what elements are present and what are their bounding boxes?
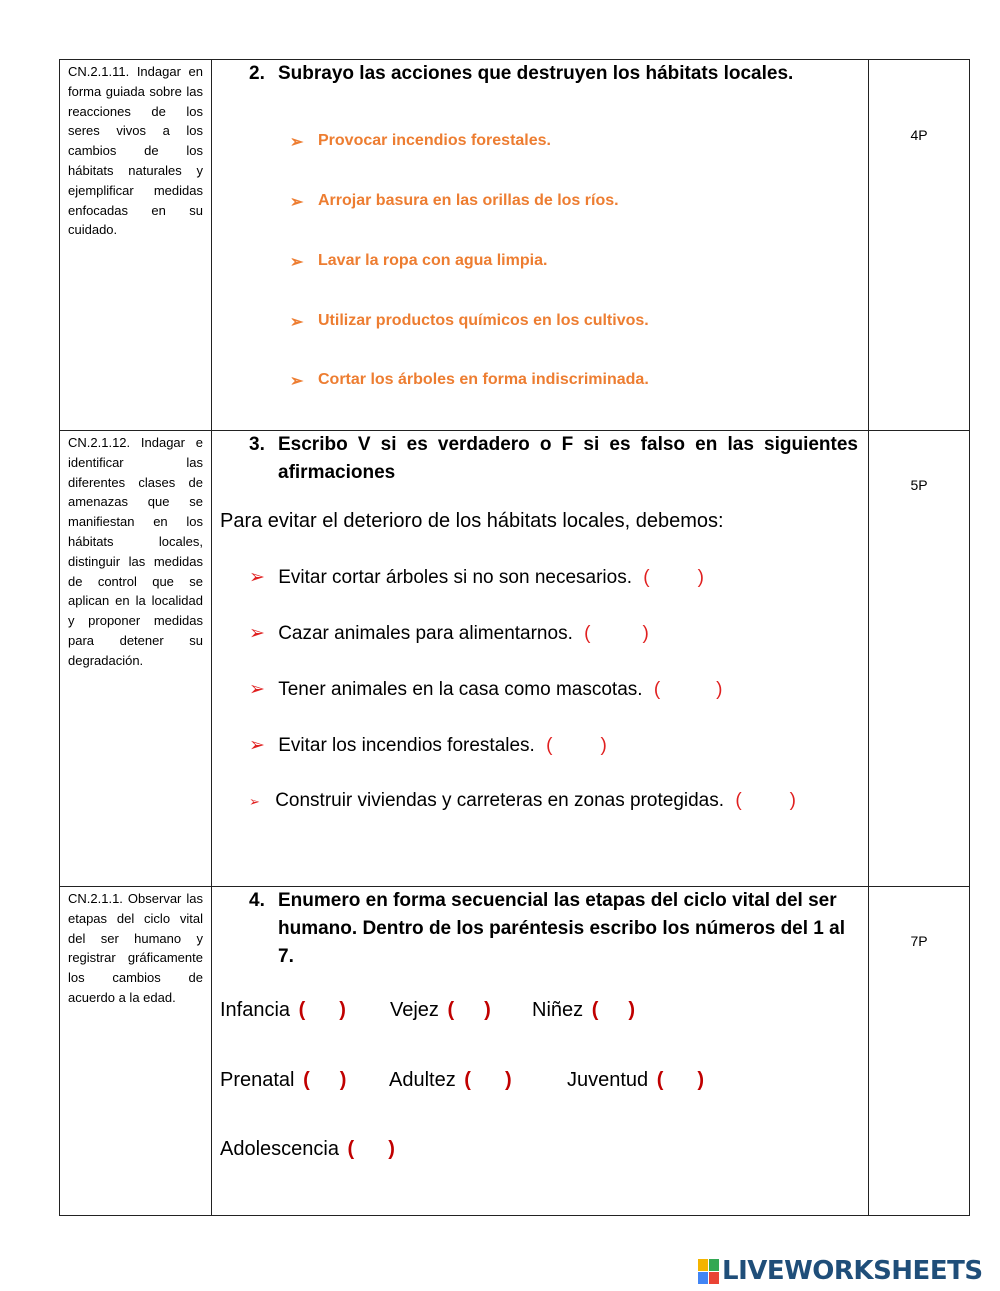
- list-item-text: Utilizar productos químicos en los cultivos.: [318, 312, 649, 329]
- stage-item[interactable]: [390, 999, 491, 1022]
- answer-paren-open: (: [653, 679, 661, 700]
- question-number: 4.: [249, 890, 265, 911]
- arrow-bullet-icon: ➢: [290, 314, 304, 331]
- liveworksheets-logo: [698, 1258, 983, 1284]
- true-false-item[interactable]: [249, 566, 704, 589]
- arrow-bullet-icon: ➢: [290, 254, 304, 271]
- true-false-item-text: Tener animales en la casa como mascotas.: [278, 679, 643, 700]
- stage-label: Vejez: [390, 999, 439, 1021]
- answer-paren-open: (: [735, 790, 742, 811]
- answer-paren-close: ): [339, 999, 346, 1021]
- true-false-item[interactable]: [249, 622, 649, 645]
- question-text: Subrayo las acciones que destruyen los hábitats locales.: [278, 63, 794, 84]
- question-number: 3.: [249, 434, 265, 455]
- points-label: 7P: [910, 933, 928, 949]
- points-label: 5P: [910, 477, 928, 493]
- stage-label: Prenatal: [220, 1069, 295, 1091]
- arrow-bullet-icon: ➢: [290, 134, 304, 151]
- answer-paren-close: ): [642, 623, 649, 644]
- stage-item[interactable]: [220, 1069, 346, 1092]
- answer-paren-close: ): [339, 1069, 347, 1091]
- question-heading: [249, 887, 859, 975]
- arrow-bullet-icon: ➢: [249, 735, 265, 756]
- answer-paren-close: ): [697, 567, 704, 588]
- answer-paren-open: (: [464, 1069, 471, 1091]
- answer-paren-close: ): [697, 1069, 705, 1091]
- list-item-text: Provocar incendios forestales.: [318, 132, 551, 149]
- answer-paren-open: (: [546, 735, 553, 756]
- answer-paren-close: ): [484, 999, 491, 1021]
- arrow-bullet-icon: ➢: [290, 194, 304, 211]
- points-label: 4P: [910, 127, 928, 143]
- arrow-bullet-icon: ➢: [249, 623, 265, 644]
- criterion-code-text: CN.2.1.12. Indagar e identificar las diferentes clases de amenazas que se manifiestan en los hábitats locales, distinguir las medidas de control que se aplican en la localidad y proponer medidas para detener su degradación.: [68, 435, 203, 668]
- stage-label: Juventud: [567, 1069, 649, 1091]
- stage-item[interactable]: [389, 1069, 512, 1092]
- answer-paren-open: (: [447, 999, 455, 1021]
- true-false-item[interactable]: [249, 734, 607, 757]
- list-item-text: Lavar la ropa con agua limpia.: [318, 252, 548, 269]
- stage-item[interactable]: [532, 999, 635, 1022]
- stage-label: Adultez: [389, 1069, 456, 1091]
- arrow-bullet-icon: ➢: [249, 567, 265, 588]
- answer-paren-open: (: [656, 1069, 664, 1091]
- answer-paren-open: (: [303, 1069, 310, 1091]
- worksheet-table: [59, 59, 970, 1216]
- stage-label: Niñez: [532, 999, 584, 1021]
- answer-paren-open: (: [347, 1138, 355, 1160]
- arrow-bullet-icon: ➢: [249, 679, 265, 700]
- list-item-text: Cortar los árboles en forma indiscriminada.: [318, 371, 649, 388]
- stage-item[interactable]: [220, 999, 346, 1022]
- arrow-bullet-icon: ➢: [249, 794, 260, 809]
- criterion-code-cell: [59, 430, 212, 887]
- true-false-item-text: Evitar cortar árboles si no son necesarios.: [278, 567, 632, 588]
- answer-paren-close: ): [789, 790, 796, 811]
- answer-paren-close: ): [716, 679, 723, 700]
- criterion-code-cell: [59, 886, 212, 1216]
- stage-label: Adolescencia: [220, 1138, 339, 1160]
- arrow-bullet-icon: ➢: [290, 373, 304, 390]
- stage-item[interactable]: [567, 1069, 704, 1092]
- answer-paren-close: ): [600, 735, 607, 756]
- question-cell: [211, 430, 869, 887]
- logo-mark-icon: [698, 1259, 719, 1284]
- true-false-item-text: Construir viviendas y carreteras en zonas protegidas.: [275, 790, 725, 811]
- points-cell: [868, 886, 970, 1216]
- true-false-item[interactable]: [249, 790, 796, 812]
- criterion-code-text: CN.2.1.11. Indagar en forma guiada sobre las reacciones de los seres vivos a los cambios de los hábitats naturales y ejemplificar medidas enfocadas en su cuidado.: [68, 64, 203, 238]
- list-item-text: Arrojar basura en las orillas de los ríos.: [318, 192, 619, 209]
- answer-paren-open: (: [584, 623, 591, 644]
- question-cell: [211, 886, 869, 1216]
- true-false-item[interactable]: [249, 678, 722, 701]
- stage-item[interactable]: [220, 1138, 395, 1161]
- stage-label: Infancia: [220, 999, 291, 1021]
- criterion-code-text: CN.2.1.1. Observar las etapas del ciclo vital del ser humano y registrar gráficamente los cambios de acuerdo a la edad.: [68, 891, 203, 1005]
- points-cell: [868, 59, 970, 431]
- criterion-code-cell: [59, 59, 212, 431]
- answer-paren-open: (: [298, 999, 306, 1021]
- question-heading: [249, 431, 859, 491]
- answer-paren-close: ): [504, 1069, 512, 1091]
- answer-paren-open: (: [643, 567, 650, 588]
- true-false-item-text: Evitar los incendios forestales.: [278, 735, 535, 756]
- question-text: Enumero en forma secuencial las etapas del ciclo vital del ser humano. Dentro de los paréntesis escribo los números del 1 al 7.: [278, 890, 845, 967]
- question-cell: [211, 59, 869, 431]
- logo-text: LIVEWORKSHEETS: [722, 1256, 983, 1286]
- true-false-item-text: Cazar animales para alimentarnos.: [278, 623, 573, 644]
- answer-paren-close: ): [628, 999, 636, 1021]
- answer-paren-close: ): [388, 1138, 395, 1160]
- answer-paren-open: (: [591, 999, 599, 1021]
- question-number: 2.: [249, 63, 265, 84]
- question-intro: Para evitar el deterioro de los hábitats locales, debemos:: [220, 510, 724, 532]
- question-text: Escribo V si es verdadero o F si es falso en las siguientes afirmaciones: [278, 434, 858, 483]
- points-cell: [868, 430, 970, 887]
